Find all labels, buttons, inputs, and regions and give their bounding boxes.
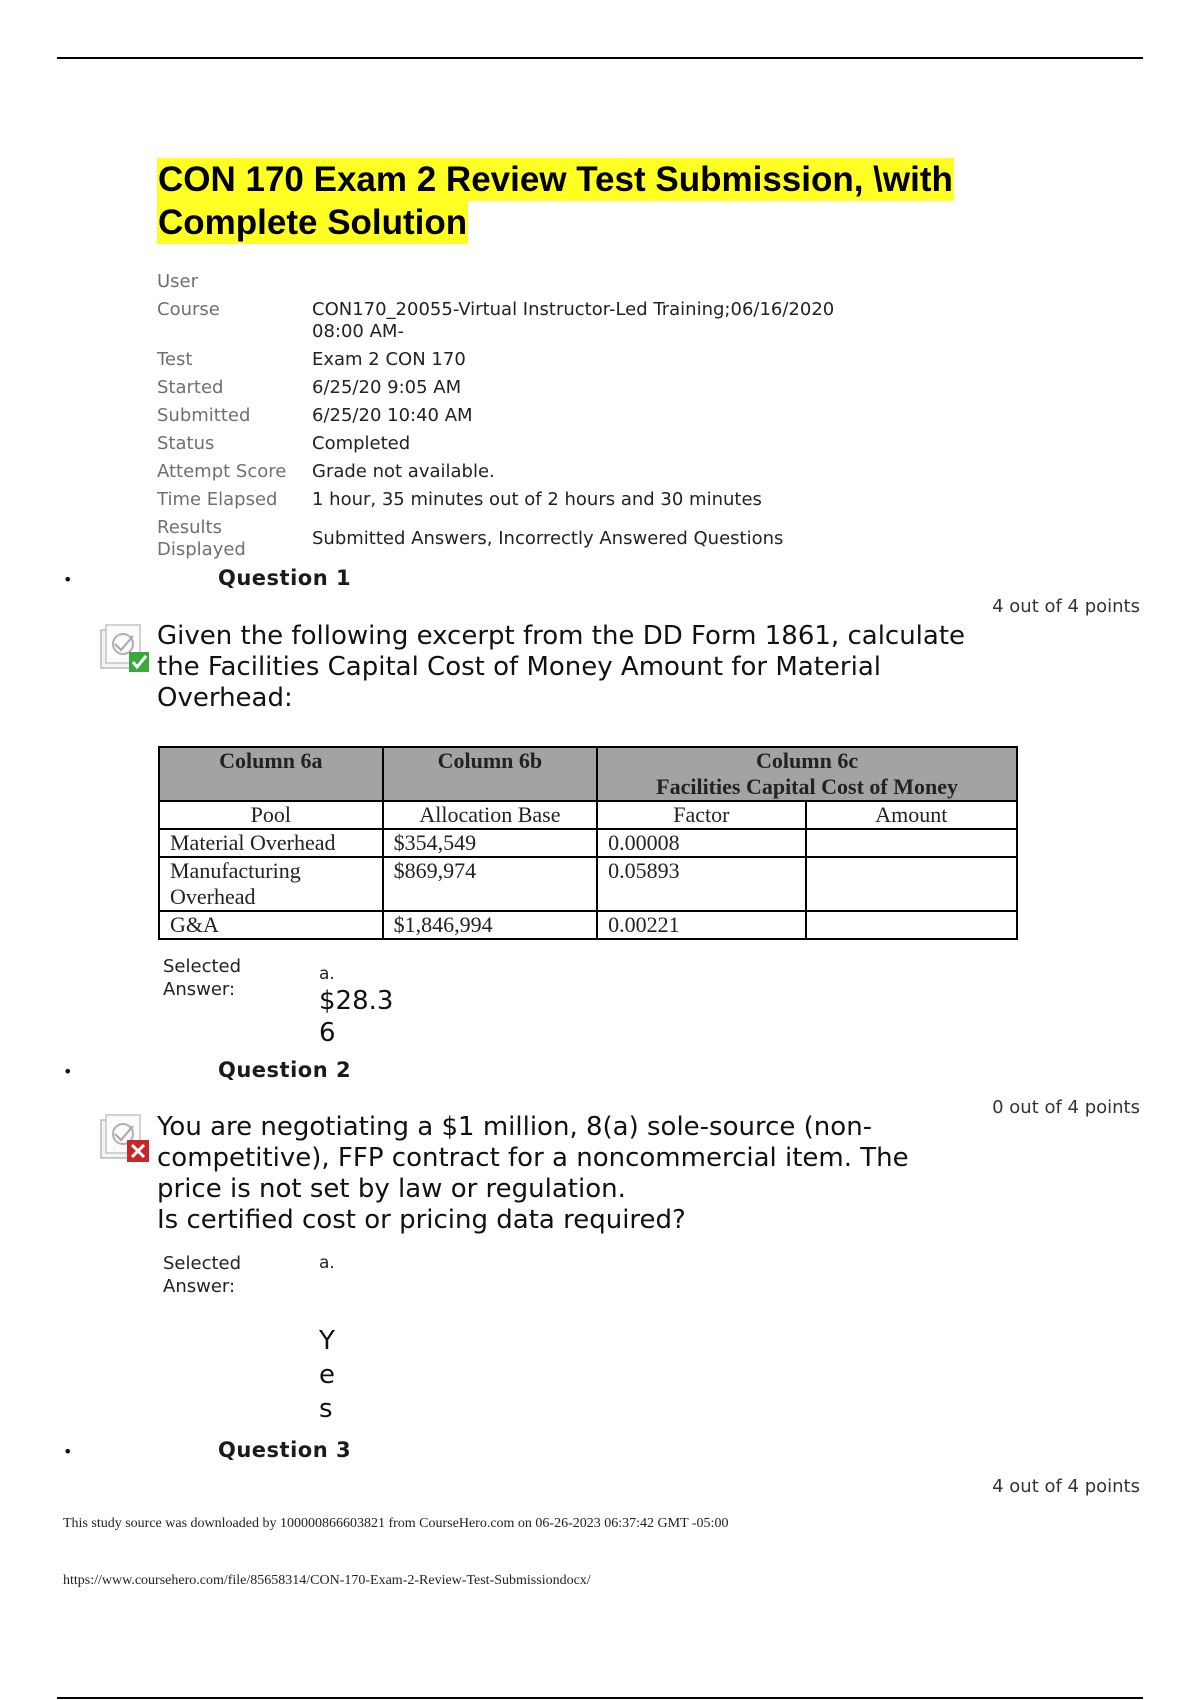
download-note: This study source was downloaded by 100000866603821 from CourseHero.com on 06-26-2023 06:37:42 GMT -05:00: [63, 1516, 729, 1531]
selected-answer-label-line: Answer:: [163, 979, 236, 1000]
pool-name-line-1: Manufacturing: [170, 858, 301, 883]
table-cell: $354,549: [383, 829, 598, 857]
answer-line: $28.3: [319, 986, 394, 1016]
info-row-test: [157, 346, 834, 374]
info-value: [312, 268, 834, 296]
bullet: •: [63, 1062, 73, 1081]
info-label: Started: [157, 377, 224, 398]
course-value-line-2: 08:00 AM-: [312, 321, 404, 342]
selected-answer-label: [163, 955, 241, 1001]
table-row: [159, 829, 1017, 857]
bullet: •: [63, 570, 73, 589]
question-3-heading: Question 3: [218, 1438, 352, 1462]
info-row-status: [157, 430, 834, 458]
submission-info-table: [157, 268, 834, 564]
course-value-line-1: CON170_20055-Virtual Instructor-Led Training;06/16/2020: [312, 299, 835, 320]
incorrect-x-icon: [99, 1112, 151, 1164]
column-6c-title: Column 6c: [756, 748, 859, 773]
table-cell: [159, 857, 383, 911]
info-value: Completed: [312, 433, 411, 454]
question-1-points: 4 out of 4 points: [992, 596, 1140, 617]
table-cell: $1,846,994: [383, 911, 598, 939]
question-1-text: [157, 621, 1017, 714]
table-cell: G&A: [159, 911, 383, 939]
question-text-line: You are negotiating a $1 million, 8(a) sole-source (non-: [157, 1112, 873, 1142]
table-cell: Material Overhead: [159, 829, 383, 857]
page-bottom-rule: [57, 1697, 1143, 1699]
info-row-course: [157, 296, 834, 346]
dd-form-1861-table: [158, 746, 1018, 940]
table-cell: [806, 857, 1017, 911]
info-value: Exam 2 CON 170: [312, 349, 466, 370]
column-header: [597, 747, 1017, 801]
question-3-points: 4 out of 4 points: [992, 1476, 1140, 1497]
answer-line: 6: [319, 1018, 336, 1048]
info-value: Submitted Answers, Incorrectly Answered Questions: [312, 528, 784, 549]
bullet: •: [63, 1442, 73, 1461]
info-label: Test: [157, 349, 193, 370]
answer-line: Y: [319, 1326, 335, 1356]
document-title: [157, 158, 954, 244]
selected-answer-label-line: Answer:: [163, 1276, 236, 1297]
pool-name-line-2: Overhead: [170, 884, 256, 909]
info-label: Time Elapsed: [157, 489, 278, 510]
question-2-points: 0 out of 4 points: [992, 1097, 1140, 1118]
answer-letter: a.: [319, 964, 335, 984]
selected-answer-label-line: Selected: [163, 1253, 242, 1274]
info-row-started: [157, 374, 834, 402]
table-cell: 0.00008: [597, 829, 805, 857]
answer-line: e: [319, 1360, 335, 1390]
answer-letter: a.: [319, 1253, 335, 1273]
table-cell: 0.05893: [597, 857, 805, 911]
table-cell: 0.00221: [597, 911, 805, 939]
table-header-row: [159, 747, 1017, 801]
table-row: [159, 857, 1017, 911]
results-label-line-2: Displayed: [157, 539, 246, 560]
results-label-line-1: Results: [157, 517, 222, 538]
column-6c-subtitle: Facilities Capital Cost of Money: [656, 774, 958, 799]
selected-answer-label: [163, 1252, 241, 1298]
info-label: Status: [157, 433, 215, 454]
info-value: 6/25/20 9:05 AM: [312, 377, 462, 398]
table-cell: [806, 829, 1017, 857]
answer-line: s: [319, 1394, 333, 1424]
info-value: Grade not available.: [312, 461, 495, 482]
table-cell: $869,974: [383, 857, 598, 911]
subheader-cell: Factor: [597, 801, 805, 829]
question-2-heading: Question 2: [218, 1058, 352, 1082]
info-label: Course: [157, 299, 220, 320]
question-1-heading: Question 1: [218, 566, 352, 590]
column-header: Column 6b: [383, 747, 598, 801]
question-text-line: competitive), FFP contract for a noncommercial item. The: [157, 1143, 909, 1173]
table-cell: [806, 911, 1017, 939]
question-text-line: Overhead:: [157, 683, 293, 713]
column-header: Column 6a: [159, 747, 383, 801]
info-value: 6/25/20 10:40 AM: [312, 405, 473, 426]
info-row-submitted: [157, 402, 834, 430]
info-value: [312, 296, 834, 346]
subheader-cell: Pool: [159, 801, 383, 829]
subheader-cell: Allocation Base: [383, 801, 598, 829]
question-text-line: price is not set by law or regulation.: [157, 1174, 626, 1204]
correct-check-icon: [99, 622, 151, 674]
table-subheader-row: [159, 801, 1017, 829]
question-2-text: [157, 1112, 1017, 1236]
title-line-2: Complete Solution: [158, 203, 468, 242]
table-row: [159, 911, 1017, 939]
source-url-link[interactable]: https://www.coursehero.com/file/85658314/CON-170-Exam-2-Review-Test-Submissiondocx/: [63, 1573, 591, 1588]
info-label: Submitted: [157, 405, 251, 426]
selected-answer-label-line: Selected: [163, 956, 242, 977]
question-text-line: Is certified cost or pricing data required?: [157, 1205, 686, 1235]
info-row-time-elapsed: [157, 486, 834, 514]
title-line-1: CON 170 Exam 2 Review Test Submission, \with: [158, 160, 953, 199]
question-text-line: Given the following excerpt from the DD Form 1861, calculate: [157, 621, 966, 651]
subheader-cell: Amount: [806, 801, 1017, 829]
selected-answer-value: [319, 985, 393, 1049]
selected-answer-value: [319, 1324, 335, 1426]
info-label: User: [157, 271, 199, 292]
page-top-rule: [57, 57, 1143, 59]
question-text-line: the Facilities Capital Cost of Money Amount for Material: [157, 652, 881, 682]
info-value: 1 hour, 35 minutes out of 2 hours and 30 minutes: [312, 489, 762, 510]
info-row-attempt-score: [157, 458, 834, 486]
info-row-results-displayed: [157, 514, 834, 564]
info-label: [157, 514, 312, 564]
info-row-user: [157, 268, 834, 296]
info-label: Attempt Score: [157, 461, 287, 482]
